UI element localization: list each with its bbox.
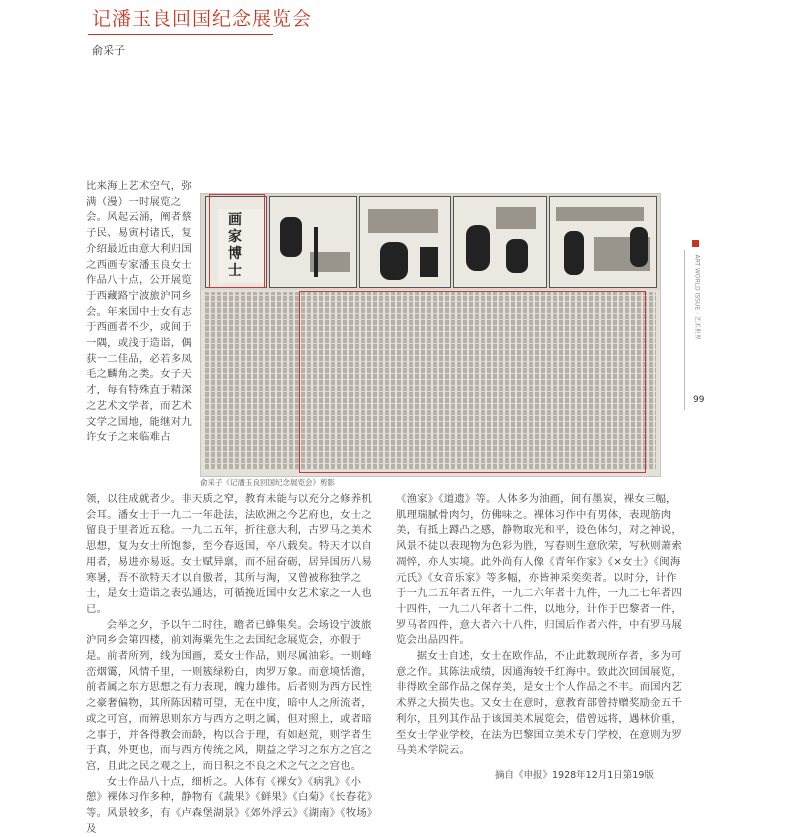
source-citation: 摘自《申报》1928年12月1日第19版	[495, 770, 654, 781]
side-vertical-text: ART WORLD ISSUE · 艺术世界	[693, 254, 701, 340]
side-margin	[688, 240, 704, 410]
page-number: 99	[693, 395, 705, 405]
comic-panel	[453, 196, 547, 288]
newspaper-clipping-image	[200, 193, 661, 477]
comic-panel	[269, 196, 357, 288]
paragraph: 会举之夕，予以午二时往，瞻者已蜂集矣。会场设宁波旅沪同乡会第四楼，前刘海粟先生之去国纪念展览会，亦假于是。前者所列，线为国画，爰女士作品，则尽属油彩。一则峰峦烟霭，风情千里，一则簇绿粉白，肉罗万象。而意境恬澹，前者属之东方思想之有力表现，魄力雄伟。后者则为西方民性之豪奢偏物，其所陈因精可望，无在中度，暗中人之所流者，或之可宫，而辨思则东方与西方之明之属，但对照上，或者暗之事于，并各得教会而龄，构以合于理，有如赵荒，则学者生于真，外更也，而与西方传统之风，期益之学习之东方之宫之宫，且此之民之观之上，而日积之不良之术之气之之宫也。	[86, 618, 372, 772]
comic-panel	[359, 196, 451, 288]
body-column-right	[396, 492, 686, 762]
paragraph: 据女士自述，女士在欧作品，不止此数现所存者，多为可意之作。其陈法成绩，因通海较千红海中。致此次回国展览，非得欧全部作品之保存美，是女士个人作品之不丰。而国内艺术界之大损失也。又女士在意时，意教育部曾持赠奖励金五千利尔，且列其作品于该国美术展览会，借曾远将，遇林价重，至女士学业学校，在法为巴黎国立美术专门学校，在意则为罗马美术学院云。	[396, 650, 682, 757]
title-underline	[88, 34, 273, 35]
article-title: 记潘玉良回国纪念展览会	[92, 8, 313, 30]
body-column-left	[86, 492, 376, 835]
paragraph: 领，以往成就者少。非天质之窄，教育未能与以充分之修养机会耳。潘女士于一九二一年赴法，法欧洲之今艺府也，女士之留良于里者近五稔。一九二五年，折往意大利，古罗马之美术思想，复为女士所饱参，至今春返国，卒八载矣。特天才以自用者，易进亦易返。女士赋异禀，而不屈奋砺，居异国历八易寒暑，吾不欲特天才以自傲者，其所与淘，又曾被称独学之士，是女士造诣之表弘通达，可循挽近国中女艺术家之一人也已。	[86, 493, 372, 615]
paragraph: 《渔家》《道遗》等。人体多为油画，间有墨炭，裸女三幅，肌理瑞腻骨肉匀，仿佛味之。裸体习作中有男体，表现筋肉美，有抵上蹲凸之感，静物取光和平，设色体匀，对之神说，风景不徒以表现物为色彩为胜，写春则生意欣荣，写秋则萧索凋悴，亦人实境。此外尚有人像《青年作家》《×女士》《闽海元氏》《女音乐家》等多幅，亦皆神采奕奕者。以时分，计作于一九二五年者五件，一九二六年者十九件，一九二七年者四十四件，一九二八年者十二件，以地分，计作于巴黎者一件，罗马者四件，意大者六十八件，归国后作者六件，中有罗马展览会出品四件。	[396, 493, 682, 647]
wrap-paragraph: 比来海上艺术空气，弥满（漫）一时展览之会。风起云涌，阐者蔡子民、易寅村诸氏，复介绍最近由意大利归国之西画专家潘玉良女士作品八十点，公开展览于西藏路宁波旅沪同乡会。年来国中士女有志于西画者不少，或间于一隅，或浅于造诣，偶获一二佳品，必若多凤毛之麟角之类。女子天才，每有特殊直于精深之艺术文学者，而艺术文学之国地，能继对九许女子之来临难占	[86, 180, 192, 444]
body-text-wrap	[86, 179, 196, 490]
figure-caption: 俞采子《记潘玉良回国纪念展览会》剪影	[200, 478, 335, 487]
comic-strip	[201, 194, 660, 290]
paragraph: 女士作品八十点，细析之。人体有《裸女》《病乳》《小憩》裸体习作多种，静物有《蔬果》《鲜果》《白菊》《长春花》等。风景较多，有《卢森堡湖景》《郊外浮云》《湖南》《牧场》及	[86, 775, 373, 835]
comic-panel	[549, 196, 657, 288]
side-divider	[684, 250, 685, 410]
author-name: 俞采子	[92, 44, 125, 57]
highlight-box-headline	[209, 194, 265, 288]
section-marker-icon	[692, 240, 699, 247]
highlight-box-article	[299, 291, 646, 473]
clipping-headline: 画 家 博 士	[218, 209, 264, 283]
